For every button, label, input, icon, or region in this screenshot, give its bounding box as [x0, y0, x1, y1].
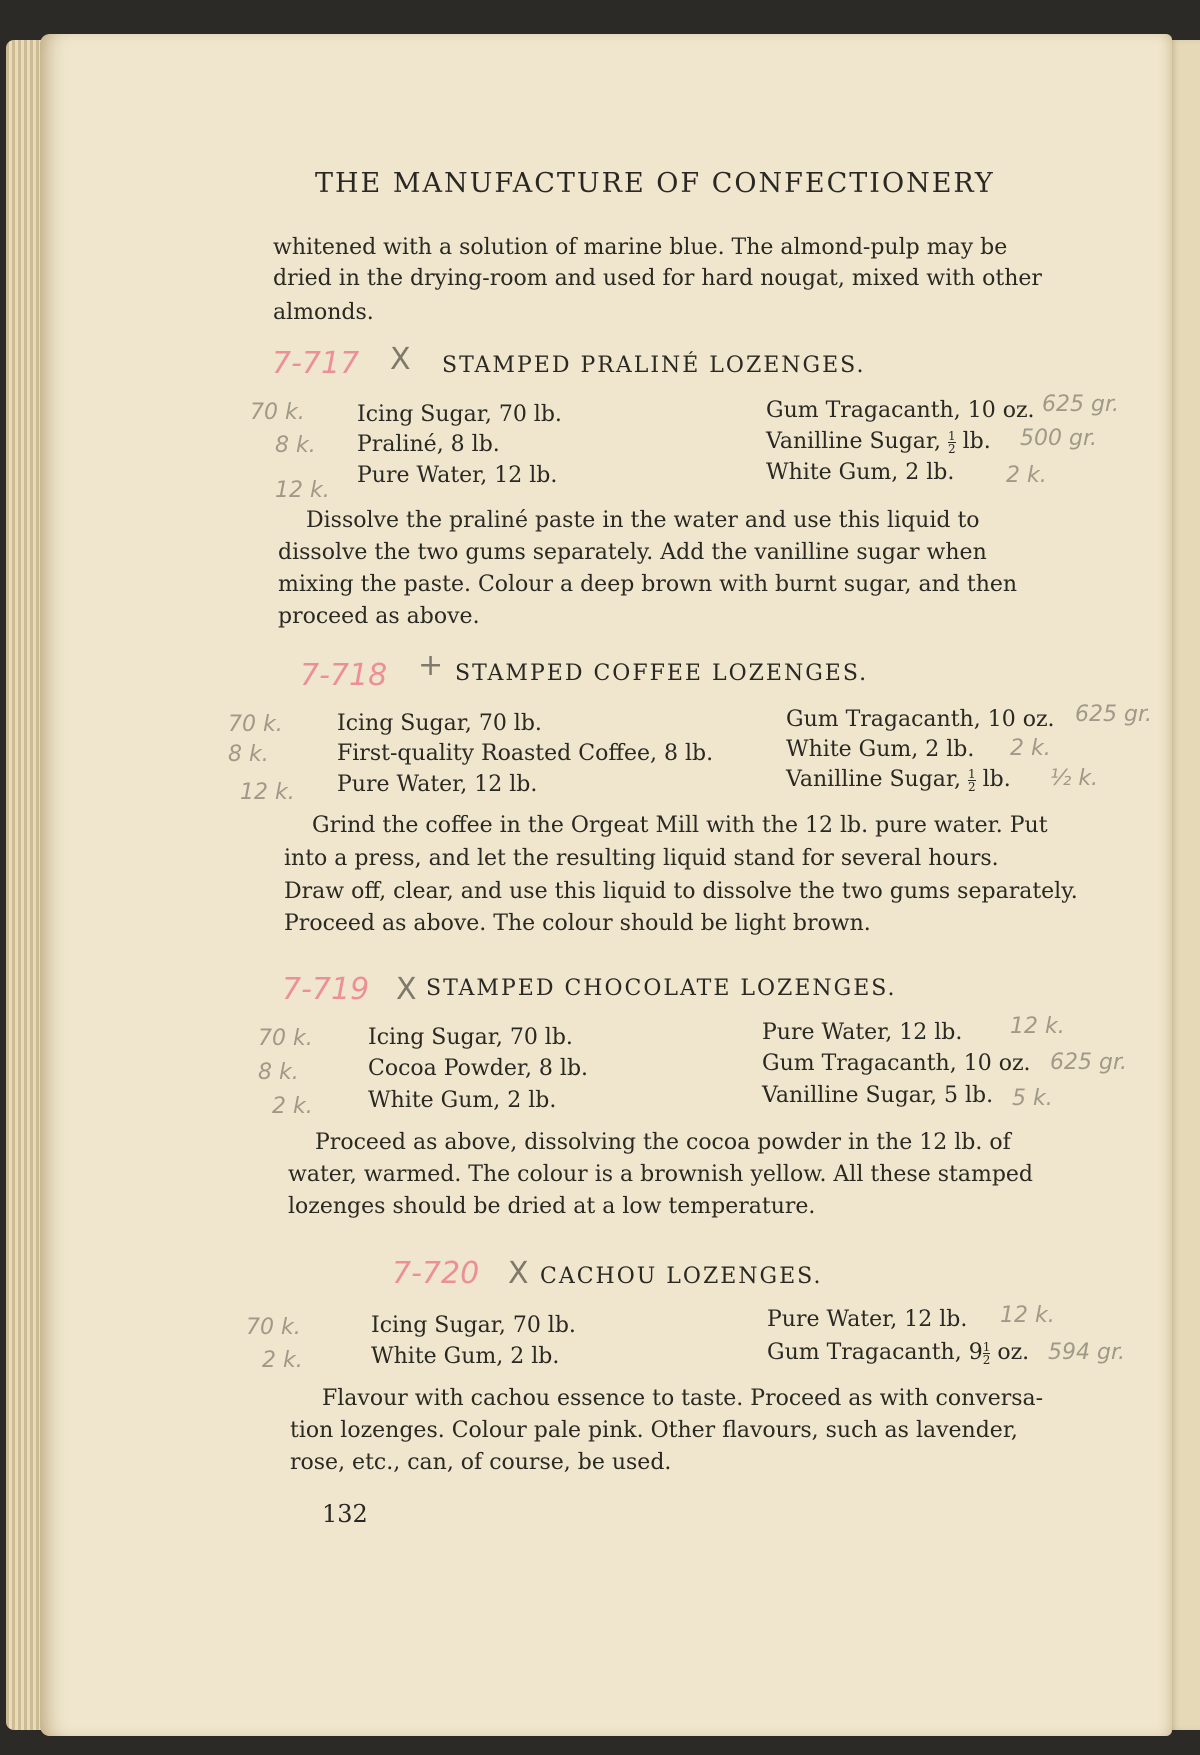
recipe-2-ingredient-icing-sugar: Icing Sugar, 70 lb. [337, 711, 542, 736]
recipe-1-ingredient-gum-tragacanth: Gum Tragacanth, 10 oz. [766, 398, 1035, 423]
recipe-3-check-mark: X [396, 972, 417, 1007]
recipe-2-ingredient-roasted-coffee: First-quality Roasted Coffee, 8 lb. [337, 741, 714, 766]
recipe-4-left-note-2: 2 k. [262, 1348, 303, 1373]
recipe-3-left-note-3: 2 k. [272, 1094, 313, 1119]
recipe-1-check-mark: X [390, 342, 411, 377]
recipe-3-right-note-2: 625 gr. [1050, 1050, 1127, 1075]
half-fraction: $\frac{1}{2}$ [982, 1339, 991, 1367]
recipe-4-body-line-3: rose, etc., can, of course, be used. [290, 1450, 672, 1475]
recipe-1-left-note-3: 12 k. [275, 478, 330, 503]
recipe-3-ref-annotation: 7-719 [282, 972, 370, 1007]
recipe-3-right-note-3: 5 k. [1012, 1086, 1053, 1111]
recipe-3-ingredient-icing-sugar: Icing Sugar, 70 lb. [368, 1025, 573, 1050]
next-page-edge [1168, 40, 1200, 1730]
recipe-1-ingredient-white-gum: White Gum, 2 lb. [766, 460, 955, 485]
recipe-4-ingredient-pure-water: Pure Water, 12 lb. [767, 1307, 968, 1332]
recipe-3-ingredient-white-gum: White Gum, 2 lb. [368, 1088, 557, 1113]
recipe-4-ref-annotation: 7-720 [392, 1256, 480, 1291]
recipe-4-right-note-1: 12 k. [1000, 1303, 1055, 1328]
recipe-3-body-line-1: Proceed as above, dissolving the cocoa powder in the 12 lb. of [315, 1130, 1011, 1155]
recipe-2-body-line-4: Proceed as above. The colour should be light brown. [284, 911, 871, 936]
recipe-3-ingredient-pure-water: Pure Water, 12 lb. [762, 1020, 963, 1045]
recipe-3-body-line-3: lozenges should be dried at a low temperature. [288, 1194, 816, 1219]
recipe-1-body-line-1: Dissolve the praliné paste in the water and use this liquid to [306, 508, 980, 533]
recipe-2-right-note-3: ½ k. [1050, 766, 1099, 791]
recipe-3-body-line-2: water, warmed. The colour is a brownish yellow. All these stamped [288, 1162, 1034, 1187]
recipe-1-ingredient-praline: Praliné, 8 lb. [357, 432, 500, 457]
recipe-2-ingredient-pure-water: Pure Water, 12 lb. [337, 772, 538, 797]
recipe-1-ingredient-pure-water: Pure Water, 12 lb. [357, 463, 558, 488]
recipe-1-right-note-2: 500 gr. [1020, 426, 1097, 451]
recipe-3-ingredient-vanilline-sugar: Vanilline Sugar, 5 lb. [762, 1083, 994, 1108]
recipe-2-body-line-2: into a press, and let the resulting liquid stand for several hours. [284, 846, 999, 871]
running-header: THE MANUFACTURE OF CONFECTIONERY [315, 168, 995, 199]
recipe-4-left-note-1: 70 k. [246, 1315, 301, 1340]
recipe-1-left-note-1: 70 k. [250, 400, 305, 425]
half-fraction: $\frac{1}{2}$ [968, 766, 976, 794]
recipe-1-right-note-3: 2 k. [1006, 463, 1047, 488]
recipe-3-heading: STAMPED CHOCOLATE LOZENGES. [426, 976, 897, 1001]
recipe-2-left-note-3: 12 k. [240, 780, 295, 805]
recipe-1-ingredient-vanilline-sugar: Vanilline Sugar, $\frac{1}{2}$ lb. [766, 428, 991, 456]
recipe-2-heading: STAMPED COFFEE LOZENGES. [455, 661, 869, 686]
recipe-3-ingredient-gum-tragacanth: Gum Tragacanth, 10 oz. [762, 1051, 1031, 1076]
recipe-2-ref-annotation: 7-718 [300, 658, 388, 693]
intro-line-3: almonds. [273, 300, 374, 325]
intro-line-1: whitened with a solution of marine blue. The almond-pulp may be [273, 235, 1008, 260]
recipe-2-ingredient-white-gum: White Gum, 2 lb. [786, 737, 975, 762]
recipe-1-body-line-3: mixing the paste. Colour a deep brown with burnt sugar, and then [278, 572, 1018, 597]
recipe-2-ingredient-vanilline-sugar: Vanilline Sugar, $\frac{1}{2}$ lb. [786, 766, 1011, 794]
recipe-4-ingredient-gum-tragacanth: Gum Tragacanth, 9 $\frac{1}{2}$ oz. [767, 1339, 1030, 1367]
recipe-2-left-note-2: 8 k. [228, 742, 269, 767]
recipe-4-ingredient-white-gum: White Gum, 2 lb. [371, 1344, 560, 1369]
recipe-2-right-note-2: 2 k. [1010, 736, 1051, 761]
recipe-1-ref-annotation: 7-717 [272, 346, 360, 381]
page-number: 132 [322, 1500, 368, 1528]
recipe-2-left-note-1: 70 k. [228, 712, 283, 737]
intro-line-2: dried in the drying-room and used for hard nougat, mixed with other [273, 266, 1042, 291]
recipe-2-body-line-1: Grind the coffee in the Orgeat Mill with the 12 lb. pure water. Put [312, 813, 1048, 838]
recipe-1-right-note-1: 625 gr. [1042, 392, 1119, 417]
recipe-3-left-note-1: 70 k. [258, 1026, 313, 1051]
recipe-3-right-note-1: 12 k. [1010, 1014, 1065, 1039]
recipe-1-body-line-4: proceed as above. [278, 604, 480, 629]
recipe-2-check-mark: + [418, 648, 444, 683]
recipe-4-ingredient-icing-sugar: Icing Sugar, 70 lb. [371, 1313, 576, 1338]
recipe-4-right-note-2: 594 gr. [1048, 1340, 1125, 1365]
half-fraction: $\frac{1}{2}$ [948, 428, 956, 456]
recipe-2-ingredient-gum-tragacanth: Gum Tragacanth, 10 oz. [786, 707, 1055, 732]
recipe-3-ingredient-cocoa-powder: Cocoa Powder, 8 lb. [368, 1056, 589, 1081]
recipe-2-right-note-1: 625 gr. [1075, 702, 1152, 727]
recipe-4-heading: CACHOU LOZENGES. [540, 1264, 823, 1289]
recipe-4-check-mark: X [508, 1256, 529, 1291]
recipe-1-left-note-2: 8 k. [275, 433, 316, 458]
recipe-3-left-note-2: 8 k. [258, 1060, 299, 1085]
recipe-1-ingredient-icing-sugar: Icing Sugar, 70 lb. [357, 402, 562, 427]
recipe-4-body-line-2: tion lozenges. Colour pale pink. Other flavours, such as lavender, [290, 1418, 1018, 1443]
recipe-2-body-line-3: Draw off, clear, and use this liquid to dissolve the two gums separately. [284, 879, 1078, 904]
recipe-4-body-line-1: Flavour with cachou essence to taste. Proceed as with conversa- [322, 1386, 1044, 1411]
recipe-1-heading: STAMPED PRALINÉ LOZENGES. [442, 353, 866, 378]
recipe-1-body-line-2: dissolve the two gums separately. Add the vanilline sugar when [278, 540, 987, 565]
